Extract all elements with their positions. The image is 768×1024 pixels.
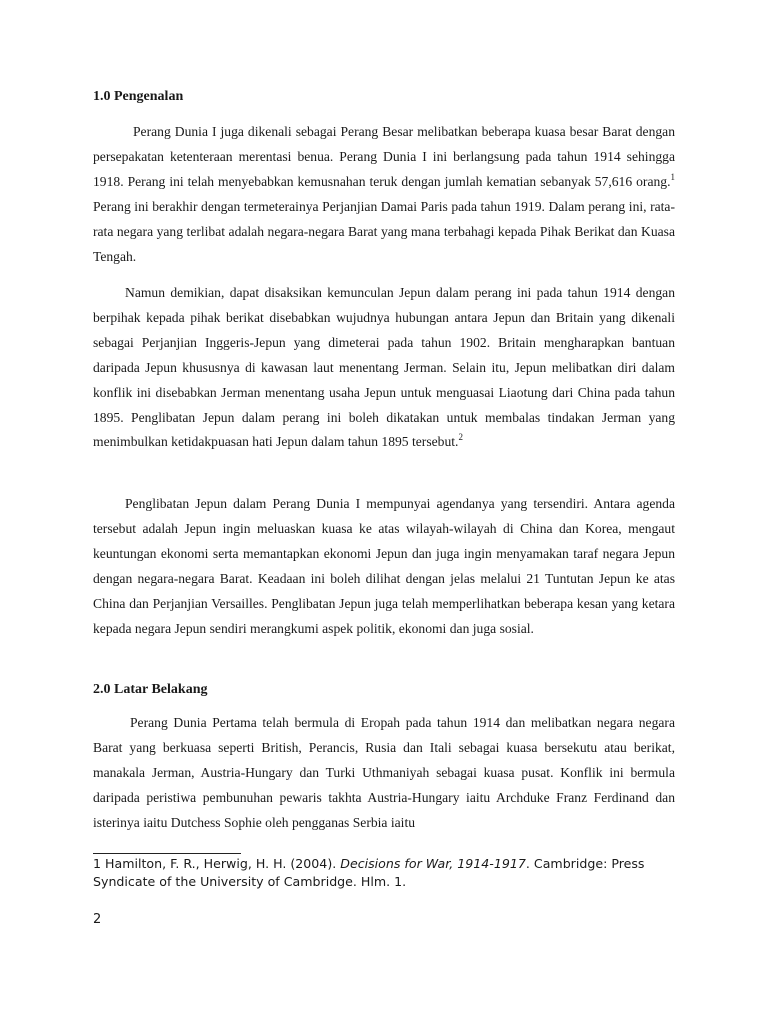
footnote-authors: Hamilton, F. R., Herwig, H. H. (2004).	[105, 856, 341, 871]
footnote-publisher: . Cambridge: Press Syndicate of the University of Cambridge. Hlm. 1.	[93, 856, 645, 889]
footnote-number: 1	[93, 856, 102, 871]
paragraph-3	[93, 492, 675, 641]
footnote-separator	[93, 853, 241, 854]
footnote-book-title: Decisions for War, 1914-1917	[340, 856, 526, 871]
paragraph-1-text-after: Perang ini berakhir dengan termeterainya Perjanjian Damai Paris pada tahun 1919. Dalam perang ini, rata-rata negara yang terlibat adalah negara-negara Barat yang mana terbahagi kepada Pihak Berikat dan Kuasa Tengah.	[93, 198, 675, 264]
footnote-ref-2[interactable]: 2	[458, 432, 463, 443]
section-heading-pengenalan: 1.0 Pengenalan	[93, 89, 184, 104]
paragraph-4-text: Perang Dunia Pertama telah bermula di Eropah pada tahun 1914 dan melibatkan negara negara Barat yang berkuasa seperti British, Perancis, Rusia dan Itali sebagai kuasa bersekutu atau berikat, manakala Jerman, Austria-Hungary dan Turki Uthmaniyah sebagai kuasa pusat. Konflik ini bermula daripada peristiwa pembunuhan pewaris takhta Austria-Hungary iaitu Archduke Franz Ferdinand dan isterinya iaitu Dutchess Sophie oleh pengganas Serbia iaitu	[93, 715, 675, 830]
page-number: 2	[93, 912, 102, 927]
paragraph-1	[93, 120, 675, 269]
paragraph-2	[93, 281, 675, 455]
paragraph-2-text: Namun demikian, dapat disaksikan kemunculan Jepun dalam perang ini pada tahun 1914 dengan berpihak kepada pihak berikat disebabkan wujudnya hubungan antara Jepun dan Britain yang dikenali sebagai Perjanjian Inggeris-Jepun yang dimeterai pada tahun 1902. Britain mengharapkan bantuan daripada Jepun khususnya di kawasan laut menentang Jerman. Selain itu, Jepun melibatkan diri dalam konflik ini disebabkan Jerman menentang usaha Jepun untuk menguasai Liaotung dari China pada tahun 1895. Penglibatan Jepun dalam perang ini boleh dikatakan untuk membalas tindakan Jerman yang menimbulkan ketidakpuasan hati Jepun dalam tahun 1895 tersebut.	[93, 285, 675, 450]
footnote-ref-1[interactable]: 1	[670, 171, 675, 182]
section-heading-latar-belakang: 2.0 Latar Belakang	[93, 682, 208, 697]
paragraph-3-text: Penglibatan Jepun dalam Perang Dunia I mempunyai agendanya yang tersendiri. Antara agenda tersebut adalah Jepun ingin meluaskan kuasa ke atas wilayah-wilayah di China dan Korea, mengaut keuntungan ekonomi serta memantapkan ekonomi Jepun dan juga ingin menyamakan taraf negara Jepun dengan negara-negara Barat. Keadaan ini boleh dilihat dengan jelas melalui 21 Tuntutan Jepun ke atas China dan Perjanjian Versailles. Penglibatan Jepun juga telah memperlihatkan beberapa kesan yang ketara kepada negara Jepun sendiri merangkumi aspek politik, ekonomi dan juga sosial.	[93, 496, 675, 636]
footnote-1	[93, 855, 683, 891]
paragraph-1-text: Perang Dunia I juga dikenali sebagai Perang Besar melibatkan beberapa kuasa besar Barat dengan persepakatan ketenteraan merentasi benua. Perang Dunia I ini berlangsung pada tahun 1914 sehingga 1918. Perang ini telah menyebabkan kemusnahan teruk dengan jumlah kematian sebanyak 57,616 orang.	[93, 124, 675, 189]
paragraph-4	[93, 711, 675, 836]
